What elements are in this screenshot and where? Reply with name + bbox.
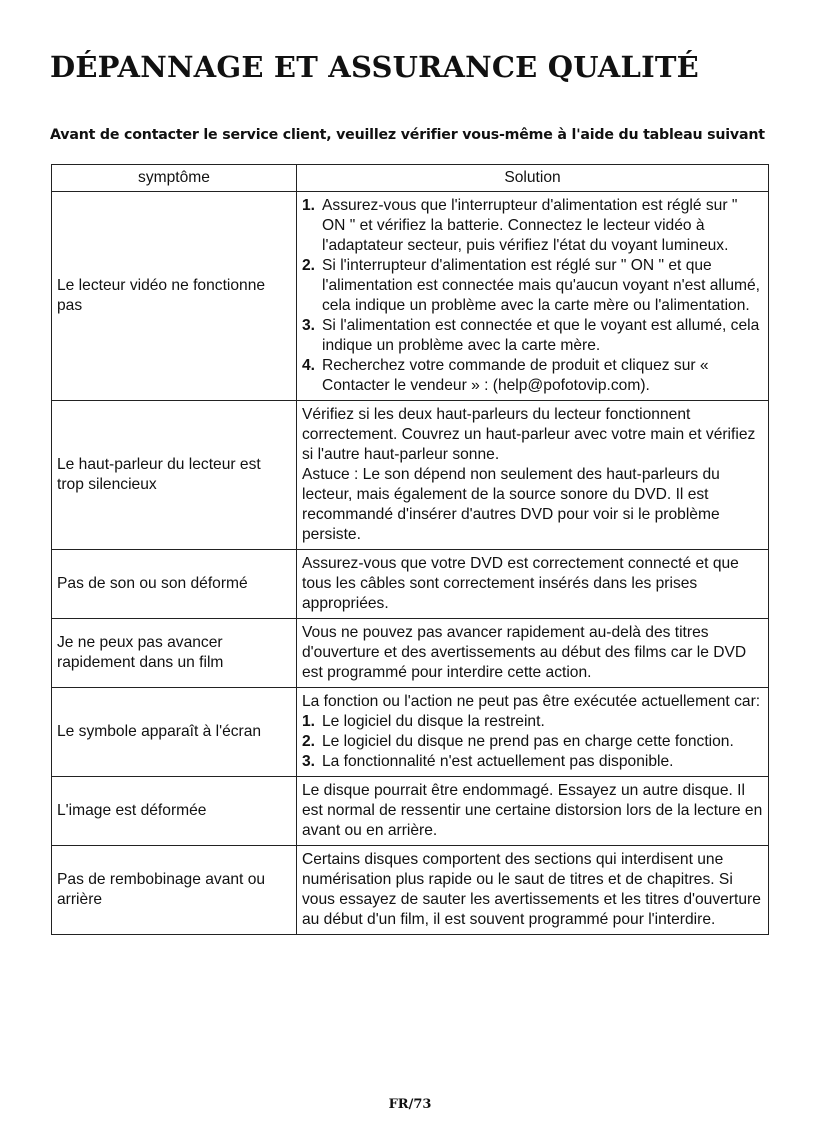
step-number: 2.	[302, 733, 316, 750]
solution-step	[302, 256, 763, 316]
solution-step	[302, 196, 763, 256]
solution-text: Certains disques comportent des sections qui interdisent une numérisation plus rapide ou le saut de titres et de chapitres. Si vous essayez de sauter les avertissements et les titres d'ouverture au début d'un film, il est souvent programmé pour l'interdire.	[302, 851, 761, 928]
solution-cell	[297, 846, 769, 935]
solution-tip: Astuce : Le son dépend non seulement des haut-parleurs du lecteur, mais également de la source sonore du DVD. Il est recommandé d'insérer d'autres DVD pour voir si le problème persiste.	[302, 466, 720, 543]
page-title: DÉPANNAGE ET ASSURANCE QUALITÉ	[50, 50, 699, 84]
solution-text: Vous ne pouvez pas avancer rapidement au-delà des titres d'ouverture et des avertissements au début des films car le DVD est programmé pour interdire cette action.	[302, 624, 747, 681]
solution-steps	[302, 712, 763, 772]
table-header-row	[52, 165, 769, 192]
symptom-cell: Le lecteur vidéo ne fonctionne pas	[52, 192, 297, 401]
table-row	[52, 846, 769, 935]
step-text: La fonctionnalité n'est actuellement pas disponible.	[322, 753, 674, 770]
step-text: Assurez-vous que l'interrupteur d'alimentation est réglé sur " ON " et vérifiez la batterie. Connectez le lecteur vidéo à l'adaptateur secteur, puis vérifiez l'état du voyant lumineux.	[322, 197, 738, 254]
symptom-cell: Le symbole apparaît à l'écran	[52, 688, 297, 777]
step-number: 1.	[302, 713, 316, 730]
solution-step	[302, 316, 763, 356]
solution-cell	[297, 192, 769, 401]
page-number: FR/73	[388, 1097, 432, 1112]
solution-text: Assurez-vous que votre DVD est correctement connecté et que tous les câbles sont correctement insérés dans les prises appropriées.	[302, 555, 739, 612]
table-row	[52, 192, 769, 401]
symptom-cell: Pas de rembobinage avant ou arrière	[52, 846, 297, 935]
solution-intro: La fonction ou l'action ne peut pas être exécutée actuellement car:	[302, 693, 761, 710]
table-row	[52, 550, 769, 619]
step-text: Si l'alimentation est connectée et que le voyant est allumé, cela indique un problème avec la carte mère.	[322, 317, 760, 354]
table-row	[52, 619, 769, 688]
symptom-cell: Le haut-parleur du lecteur est trop silencieux	[52, 401, 297, 550]
step-number: 3.	[302, 317, 316, 334]
troubleshooting-table	[51, 164, 769, 935]
symptom-cell: Pas de son ou son déformé	[52, 550, 297, 619]
solution-step	[302, 752, 763, 772]
step-text: Recherchez votre commande de produit et cliquez sur « Contacter le vendeur » : (help@pofotovip.com).	[322, 357, 709, 394]
solution-cell	[297, 688, 769, 777]
step-text: Le logiciel du disque ne prend pas en charge cette fonction.	[322, 733, 734, 750]
solution-cell	[297, 401, 769, 550]
symptom-cell: Je ne peux pas avancer rapidement dans un film	[52, 619, 297, 688]
table-row	[52, 777, 769, 846]
solution-cell	[297, 550, 769, 619]
step-number: 4.	[302, 357, 316, 374]
step-number: 1.	[302, 197, 316, 214]
symptom-cell: L'image est déformée	[52, 777, 297, 846]
solution-step	[302, 732, 763, 752]
step-text: Le logiciel du disque la restreint.	[322, 713, 545, 730]
table-row	[52, 688, 769, 777]
solution-text: Le disque pourrait être endommagé. Essayez un autre disque. Il est normal de ressentir une certaine distorsion lors de la lecture en avant ou en arrière.	[302, 782, 763, 839]
solution-steps	[302, 196, 763, 396]
table-intro: Avant de contacter le service client, veuillez vérifier vous-même à l'aide du tableau suivant	[50, 127, 765, 143]
step-number: 3.	[302, 753, 316, 770]
step-number: 2.	[302, 257, 316, 274]
step-text: Si l'interrupteur d'alimentation est réglé sur " ON " et que l'alimentation est connectée mais qu'aucun voyant n'est allumé, cela indique un problème avec la carte mère ou l'alimentation.	[322, 257, 761, 314]
header-symptom: symptôme	[52, 165, 297, 192]
header-solution: Solution	[297, 165, 769, 192]
solution-step	[302, 356, 763, 396]
table-row	[52, 401, 769, 550]
solution-cell	[297, 619, 769, 688]
solution-text: Vérifiez si les deux haut-parleurs du lecteur fonctionnent correctement. Couvrez un haut-parleur avec votre main et vérifiez si l'autre haut-parleur sonne.	[302, 406, 756, 463]
solution-step	[302, 712, 763, 732]
solution-cell	[297, 777, 769, 846]
